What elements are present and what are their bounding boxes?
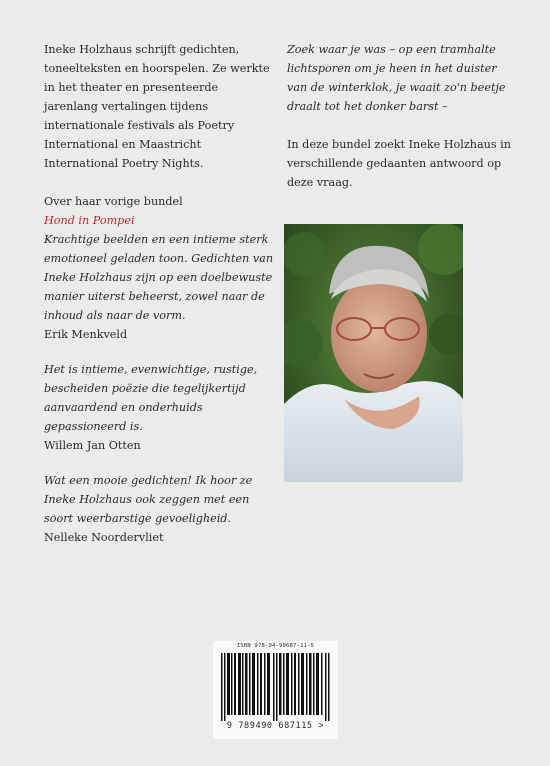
barcode-bars bbox=[221, 653, 330, 721]
previous-book-title: Hond in Pompei bbox=[44, 214, 135, 227]
review-quote: Krachtige beelden en een intieme sterk emotioneel geladen toon. Gedichten van Ineke Holzhaus zijn op een doelbewuste manier uiterst beheerst, zowel naar de inhoud als naar de vorm. bbox=[44, 233, 274, 322]
review-3 bbox=[44, 471, 274, 547]
review-quote: Wat een mooie gedichten! Ik hoor ze Ineke Holzhaus ook zeggen met een soort weerbarstige gevoeligheid. bbox=[44, 474, 253, 525]
left-column bbox=[44, 40, 274, 547]
barcode bbox=[213, 641, 338, 739]
review-author: Erik Menkveld bbox=[44, 328, 128, 341]
collection-summary: In deze bundel zoekt Ineke Holzhaus in verschillende gedaanten antwoord op deze vraag. bbox=[287, 138, 511, 189]
poem-excerpt: Zoek waar je was – op een tramhalte lichtsporen om je heen in het duister van de winterklok, je waait zo'n beetje draalt tot het donker barst – bbox=[287, 43, 506, 113]
author-bio: Ineke Holzhaus schrijft gedichten, toneelteksten en hoorspelen. Ze werkte in het theater en presenteerde jarenlang vertalingen tijdens internationale festivals als Poetry International en Maastricht International Poetry Nights. bbox=[44, 43, 270, 170]
barcode-digits: 9 789490 687115 > bbox=[226, 721, 325, 731]
right-column bbox=[287, 40, 512, 192]
isbn-label: ISBN 978-94-90687-11-5 bbox=[236, 643, 315, 649]
author-photo bbox=[284, 224, 463, 482]
review-1 bbox=[44, 230, 274, 344]
review-2 bbox=[44, 360, 274, 455]
review-author: Nelleke Noordervliet bbox=[44, 531, 164, 544]
review-author: Willem Jan Otten bbox=[44, 439, 141, 452]
previous-book-intro: Over haar vorige bundel bbox=[44, 195, 183, 208]
review-quote: Het is intieme, evenwichtige, rustige, bescheiden poëzie die tegelijkertijd aanvaardend en onderhuids gepassioneerd is. bbox=[44, 363, 258, 433]
